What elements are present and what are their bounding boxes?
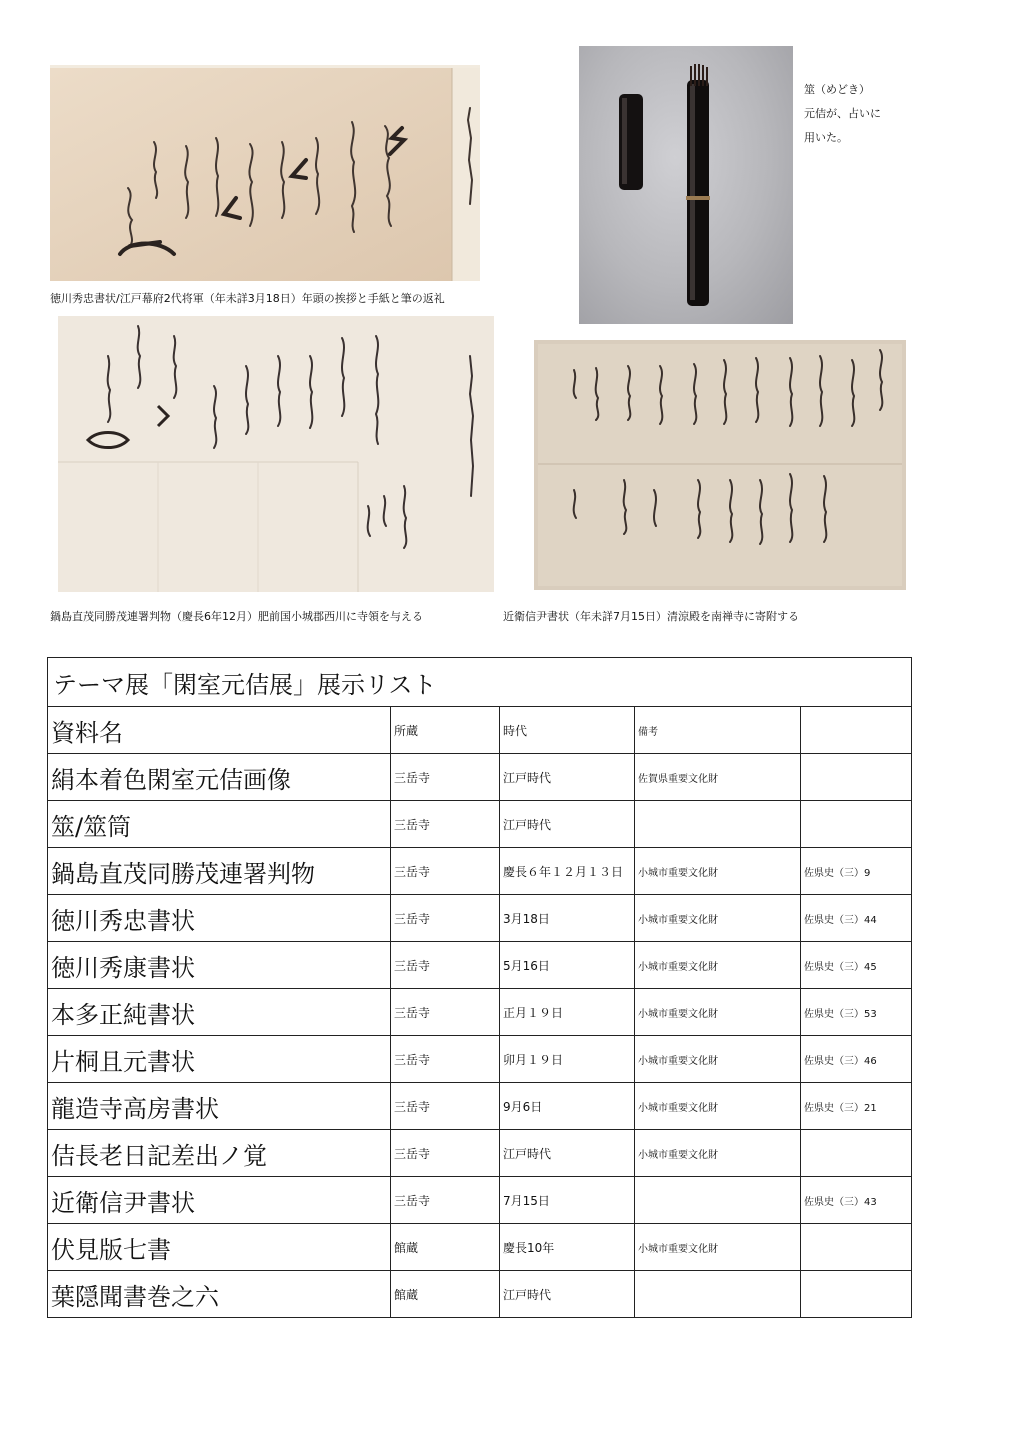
- cell-item-name: 本多正純書状: [48, 989, 391, 1036]
- table-row: [48, 754, 912, 801]
- table-row: [48, 1036, 912, 1083]
- cell-owner: 三岳寺: [391, 1036, 500, 1083]
- cell-owner: 三岳寺: [391, 895, 500, 942]
- cell-item-name: 龍造寺高房書状: [48, 1083, 391, 1130]
- cell-remarks: 小城市重要文化財: [635, 1130, 801, 1177]
- cell-owner: 館蔵: [391, 1224, 500, 1271]
- table-row: [48, 1130, 912, 1177]
- table-row: [48, 1224, 912, 1271]
- table-title: テーマ展「閑室元佶展」展示リスト: [48, 658, 912, 707]
- cell-period: 江戸時代: [500, 754, 635, 801]
- photo-divination-sticks: [579, 46, 793, 324]
- cell-remarks: [635, 1271, 801, 1318]
- header-remarks: 備考: [635, 707, 801, 754]
- table-row: [48, 895, 912, 942]
- cell-remarks: 佐賀県重要文化財: [635, 754, 801, 801]
- photo-hidetada-letter: [50, 65, 480, 281]
- cell-owner: 三岳寺: [391, 942, 500, 989]
- table-row: [48, 1271, 912, 1318]
- cell-period: 9月6日: [500, 1083, 635, 1130]
- cell-reference: 佐県史（三）21: [801, 1083, 912, 1130]
- cell-item-name: 片桐且元書状: [48, 1036, 391, 1083]
- cell-remarks: 小城市重要文化財: [635, 1083, 801, 1130]
- caption-hidetada-letter: 徳川秀忠書状/江戸幕府2代将軍（年未詳3月18日）年頭の挨拶と手紙と筆の返礼: [50, 292, 445, 305]
- cell-period: 慶長10年: [500, 1224, 635, 1271]
- caption-nabeshima-document: 鍋島直茂同勝茂連署判物（慶長6年12月）肥前国小城郡西川に寺領を与える: [50, 610, 423, 623]
- cell-item-name: 絹本着色閑室元佶画像: [48, 754, 391, 801]
- cell-period: 慶長６年１２月１３日: [500, 848, 635, 895]
- table-row: [48, 989, 912, 1036]
- cell-owner: 三岳寺: [391, 754, 500, 801]
- exhibit-list-table: [47, 657, 912, 1318]
- cell-reference: [801, 801, 912, 848]
- cell-reference: 佐県史（三）9: [801, 848, 912, 895]
- table-title-row: [48, 658, 912, 707]
- cell-period: 江戸時代: [500, 801, 635, 848]
- divination-sticks-image: [579, 46, 793, 324]
- table-row: [48, 1177, 912, 1224]
- cell-item-name: 近衛信尹書状: [48, 1177, 391, 1224]
- header-owner: 所蔵: [391, 707, 500, 754]
- table-row: [48, 1083, 912, 1130]
- cell-reference: [801, 1224, 912, 1271]
- cell-period: 卯月１９日: [500, 1036, 635, 1083]
- side-note-line-1: 筮（めどき）: [804, 83, 870, 96]
- cell-remarks: [635, 801, 801, 848]
- cell-item-name: 伏見版七書: [48, 1224, 391, 1271]
- cell-remarks: 小城市重要文化財: [635, 989, 801, 1036]
- cell-reference: 佐県史（三）46: [801, 1036, 912, 1083]
- calligraphy-strokes: [58, 316, 494, 592]
- cell-remarks: 小城市重要文化財: [635, 848, 801, 895]
- header-reference: [801, 707, 912, 754]
- cell-item-name: 徳川秀忠書状: [48, 895, 391, 942]
- cell-reference: [801, 1130, 912, 1177]
- header-period: 時代: [500, 707, 635, 754]
- table-header-row: [48, 707, 912, 754]
- calligraphy-strokes: [50, 68, 480, 281]
- cell-owner: 三岳寺: [391, 801, 500, 848]
- cell-owner: 三岳寺: [391, 989, 500, 1036]
- cell-remarks: 小城市重要文化財: [635, 942, 801, 989]
- cell-reference: 佐県史（三）45: [801, 942, 912, 989]
- cell-period: 江戸時代: [500, 1271, 635, 1318]
- table-row: [48, 942, 912, 989]
- cell-reference: 佐県史（三）53: [801, 989, 912, 1036]
- cell-period: 3月18日: [500, 895, 635, 942]
- cell-period: 江戸時代: [500, 1130, 635, 1177]
- side-note-line-2: 元佶が、占いに: [804, 107, 881, 120]
- side-note-line-3: 用いた。: [804, 131, 848, 144]
- cell-reference: [801, 1271, 912, 1318]
- photo-nabeshima-document: [58, 316, 494, 592]
- cell-reference: [801, 754, 912, 801]
- cell-period: 5月16日: [500, 942, 635, 989]
- calligraphy-strokes: [534, 340, 906, 590]
- cell-owner: 三岳寺: [391, 848, 500, 895]
- cell-remarks: 小城市重要文化財: [635, 1224, 801, 1271]
- cell-owner: 三岳寺: [391, 1177, 500, 1224]
- table-row: [48, 848, 912, 895]
- cell-reference: 佐県史（三）43: [801, 1177, 912, 1224]
- cell-remarks: 小城市重要文化財: [635, 1036, 801, 1083]
- table-row: [48, 801, 912, 848]
- side-note-divination: [804, 78, 881, 150]
- cell-owner: 三岳寺: [391, 1130, 500, 1177]
- cell-item-name: 筮/筮筒: [48, 801, 391, 848]
- cell-reference: 佐県史（三）44: [801, 895, 912, 942]
- cell-owner: 館蔵: [391, 1271, 500, 1318]
- cell-item-name: 鍋島直茂同勝茂連署判物: [48, 848, 391, 895]
- cell-item-name: 葉隠聞書巻之六: [48, 1271, 391, 1318]
- cell-owner: 三岳寺: [391, 1083, 500, 1130]
- cell-item-name: 佶長老日記差出ノ覚: [48, 1130, 391, 1177]
- cell-period: 7月15日: [500, 1177, 635, 1224]
- cell-remarks: 小城市重要文化財: [635, 895, 801, 942]
- photo-konoe-letter: [534, 340, 906, 590]
- cell-remarks: [635, 1177, 801, 1224]
- header-item-name: 資料名: [48, 707, 391, 754]
- caption-konoe-letter: 近衛信尹書状（年未詳7月15日）清涼殿を南禅寺に寄附する: [503, 610, 799, 623]
- cell-item-name: 徳川秀康書状: [48, 942, 391, 989]
- cell-period: 正月１９日: [500, 989, 635, 1036]
